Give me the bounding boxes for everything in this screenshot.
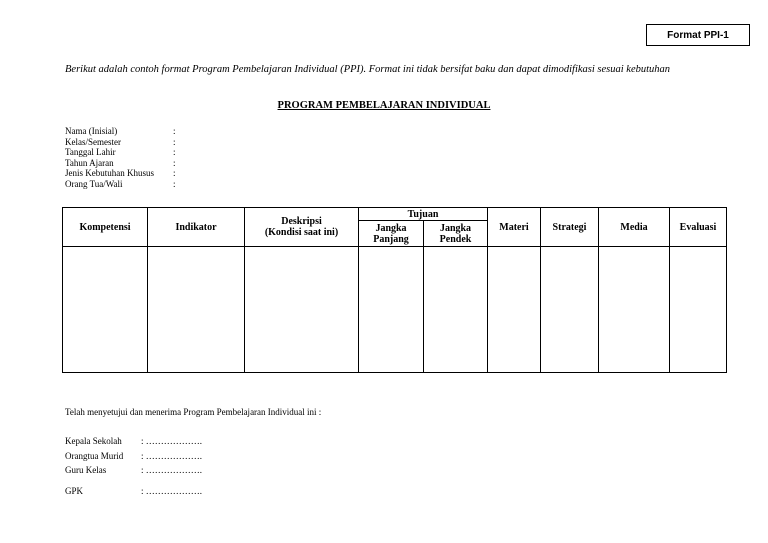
header-jangka-panjang	[359, 221, 424, 247]
header-jangka-pendek-line2: Pendek	[439, 233, 472, 245]
info-row-tahun-ajaran	[65, 158, 183, 169]
info-label: Kelas/Semester	[65, 136, 121, 147]
info-row-jenis-kebutuhan	[65, 168, 183, 179]
cell-jangka-panjang[interactable]	[359, 247, 424, 373]
cell-deskripsi[interactable]	[245, 247, 359, 373]
signature-label: Kepala Sekolah	[65, 436, 122, 446]
signature-gpk	[65, 486, 202, 496]
cell-strategi[interactable]	[541, 247, 599, 373]
header-jangka-panjang-line1: Jangka	[375, 222, 407, 234]
cell-indikator[interactable]	[148, 247, 245, 373]
cell-jangka-pendek[interactable]	[424, 247, 488, 373]
signature-line[interactable]: : ……………….	[141, 451, 203, 461]
header-jangka-pendek	[424, 221, 488, 247]
approval-text: Telah menyetujui dan menerima Program Pembelajaran Individual ini :	[65, 407, 322, 417]
info-row-nama	[65, 126, 183, 137]
header-deskripsi-line1: Deskripsi	[281, 216, 322, 227]
info-label: Tanggal Lahir	[65, 147, 116, 157]
info-label: Tahun Ajaran	[65, 157, 114, 168]
info-colon: :	[173, 178, 176, 189]
student-info	[65, 126, 183, 189]
header-strategi: Strategi	[541, 208, 599, 247]
cell-materi[interactable]	[488, 247, 541, 373]
signature-orangtua-murid	[65, 451, 202, 461]
table-row	[63, 247, 727, 373]
info-row-orang-tua	[65, 179, 183, 190]
info-label: Jenis Kebutuhan Khusus	[65, 168, 154, 178]
cell-media[interactable]	[599, 247, 670, 373]
header-kompetensi: Kompetensi	[63, 208, 148, 247]
info-colon: :	[173, 168, 176, 178]
cell-kompetensi[interactable]	[63, 247, 148, 373]
signature-line[interactable]: : ……………….	[141, 486, 203, 496]
signature-label: GPK	[65, 486, 84, 496]
header-jangka-pendek-line1: Jangka	[439, 222, 472, 234]
header-evaluasi: Evaluasi	[670, 208, 727, 247]
info-colon: :	[173, 157, 176, 168]
intro-text: Berikut adalah contoh format Program Pembelajaran Individual (PPI). Format ini tidak bersifat baku dan dapat dimodifikasi sesuai kebutuhan	[65, 64, 671, 75]
format-label: Format PPI-1	[646, 24, 750, 46]
header-tujuan: Tujuan	[359, 208, 488, 221]
header-deskripsi	[245, 208, 359, 247]
info-row-kelas	[65, 137, 183, 148]
signature-label: Orangtua Murid	[65, 451, 124, 461]
cell-evaluasi[interactable]	[670, 247, 727, 373]
info-colon: :	[173, 126, 176, 136]
info-label: Orang Tua/Wali	[65, 178, 123, 189]
signature-kepala-sekolah	[65, 436, 202, 446]
info-colon: :	[173, 136, 176, 147]
ppi-table	[62, 207, 727, 373]
header-materi: Materi	[488, 208, 541, 247]
info-row-tanggal-lahir	[65, 147, 183, 158]
info-colon: :	[173, 147, 176, 157]
signature-guru-kelas	[65, 465, 202, 475]
header-jangka-panjang-line2: Panjang	[373, 233, 409, 245]
signature-label: Guru Kelas	[65, 465, 107, 475]
info-label: Nama (Inisial)	[65, 126, 118, 136]
signature-line[interactable]: : ……………….	[141, 436, 203, 446]
header-indikator: Indikator	[148, 208, 245, 247]
header-media: Media	[599, 208, 670, 247]
document-title: PROGRAM PEMBELAJARAN INDIVIDUAL	[277, 100, 491, 111]
header-deskripsi-line2: (Kondisi saat ini)	[264, 227, 339, 238]
signature-line[interactable]: : ……………….	[141, 465, 203, 475]
